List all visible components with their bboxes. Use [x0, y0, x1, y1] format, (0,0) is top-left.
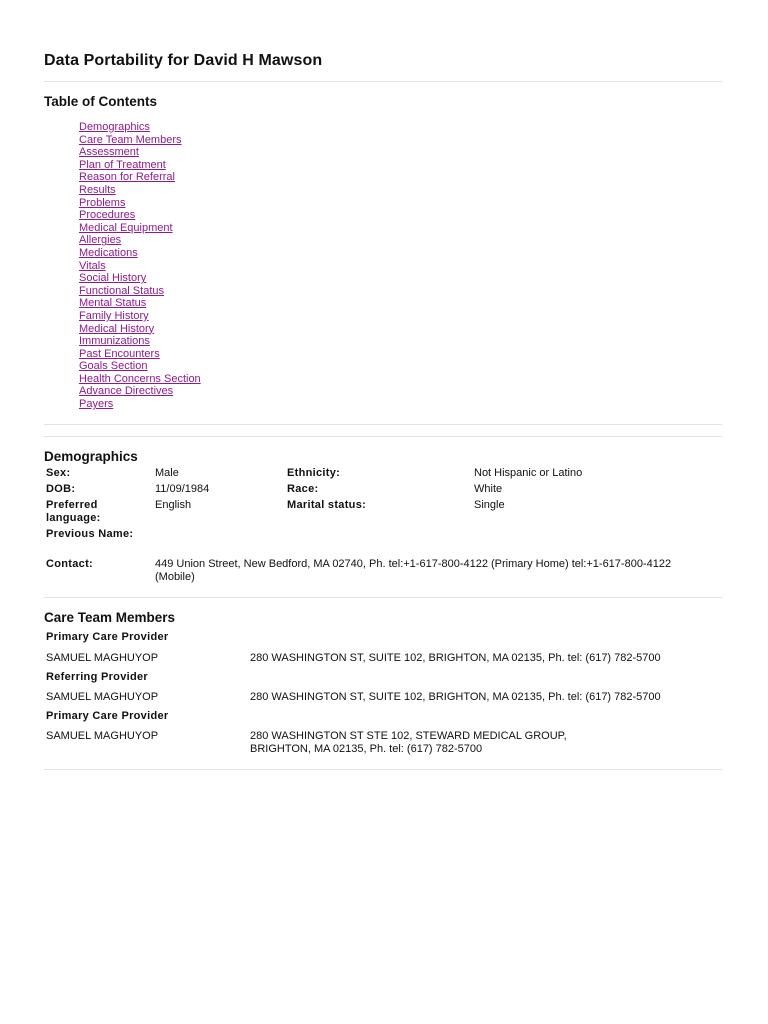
toc-item	[79, 373, 201, 386]
toc-item	[79, 247, 201, 260]
toc-item	[79, 134, 201, 147]
care-role-label: Referring Provider	[46, 671, 148, 683]
race-value: White	[474, 483, 503, 495]
toc-item	[79, 184, 201, 197]
ethnicity-label: Ethnicity:	[287, 467, 341, 479]
table-of-contents	[79, 121, 201, 411]
toc-link-reason-for-referral[interactable]: Reason for Referral	[79, 171, 175, 184]
contact-label: Contact:	[46, 558, 94, 570]
race-label: Race:	[287, 483, 319, 495]
toc-item	[79, 197, 201, 210]
divider	[44, 424, 722, 425]
divider	[44, 81, 722, 82]
care-team-heading: Care Team Members	[44, 610, 176, 625]
toc-heading: Table of Contents	[44, 94, 157, 109]
toc-link-family-history[interactable]: Family History	[79, 309, 149, 322]
sex-label: Sex:	[46, 467, 71, 479]
toc-link-advance-directives[interactable]: Advance Directives	[79, 385, 174, 398]
toc-item	[79, 310, 201, 323]
care-provider-name: SAMUEL MAGHUYOP	[46, 691, 159, 703]
toc-link-mental-status[interactable]: Mental Status	[79, 297, 147, 310]
toc-link-procedures[interactable]: Procedures	[79, 209, 136, 222]
toc-item	[79, 348, 201, 361]
toc-item	[79, 234, 201, 247]
care-provider-address	[250, 730, 567, 756]
toc-item	[79, 209, 201, 222]
care-provider-name: SAMUEL MAGHUYOP	[46, 730, 159, 742]
toc-item	[79, 222, 201, 235]
language-label	[46, 499, 101, 524]
toc-item	[79, 171, 201, 184]
toc-item	[79, 360, 201, 373]
toc-item	[79, 159, 201, 172]
contact-line2: (Mobile)	[155, 570, 195, 583]
toc-link-problems[interactable]: Problems	[79, 196, 126, 209]
toc-link-medical-equipment[interactable]: Medical Equipment	[79, 221, 173, 234]
dob-label: DOB:	[46, 483, 76, 495]
page-title: Data Portability for David H Mawson	[44, 52, 323, 69]
contact-line1: 449 Union Street, New Bedford, MA 02740, Ph. tel:+1-617-800-4122 (Primary Home) tel:+1-617-800-4122	[155, 558, 672, 570]
toc-item	[79, 121, 201, 134]
previous-name-label: Previous Name:	[46, 528, 134, 540]
toc-item	[79, 285, 201, 298]
divider	[44, 769, 722, 770]
care-role-label: Primary Care Provider	[46, 631, 169, 643]
care-address-line2: BRIGHTON, MA 02135, Ph. tel: (617) 782-5700	[250, 743, 483, 755]
toc-item	[79, 335, 201, 348]
toc-link-assessment[interactable]: Assessment	[79, 146, 139, 159]
language-label-line1: Preferred	[46, 499, 98, 511]
toc-item	[79, 146, 201, 159]
toc-item	[79, 385, 201, 398]
toc-item	[79, 260, 201, 273]
dob-value: 11/09/1984	[155, 483, 210, 495]
toc-link-health-concerns-section[interactable]: Health Concerns Section	[79, 372, 201, 385]
toc-link-goals-section[interactable]: Goals Section	[79, 360, 148, 373]
contact-value	[155, 558, 725, 583]
toc-item	[79, 323, 201, 336]
toc-link-results[interactable]: Results	[79, 183, 116, 196]
care-provider-name: SAMUEL MAGHUYOP	[46, 652, 159, 664]
toc-link-functional-status[interactable]: Functional Status	[79, 284, 164, 297]
toc-item	[79, 398, 201, 411]
language-value: English	[155, 499, 192, 511]
care-provider-address: 280 WASHINGTON ST, SUITE 102, BRIGHTON, MA 02135, Ph. tel: (617) 782-5700	[250, 691, 661, 703]
toc-item	[79, 297, 201, 310]
toc-link-medical-history[interactable]: Medical History	[79, 322, 155, 335]
toc-link-allergies[interactable]: Allergies	[79, 234, 122, 247]
care-provider-address: 280 WASHINGTON ST, SUITE 102, BRIGHTON, MA 02135, Ph. tel: (617) 782-5700	[250, 652, 661, 664]
demographics-heading: Demographics	[44, 449, 138, 464]
ethnicity-value: Not Hispanic or Latino	[474, 467, 583, 479]
toc-link-immunizations[interactable]: Immunizations	[79, 335, 150, 348]
care-role-label: Primary Care Provider	[46, 710, 169, 722]
divider	[44, 436, 722, 437]
toc-link-medications[interactable]: Medications	[79, 246, 138, 259]
sex-value: Male	[155, 467, 179, 479]
toc-link-vitals[interactable]: Vitals	[79, 259, 106, 272]
toc-link-payers[interactable]: Payers	[79, 398, 114, 411]
marital-status-value: Single	[474, 499, 505, 511]
toc-link-social-history[interactable]: Social History	[79, 272, 147, 285]
care-address-line1: 280 WASHINGTON ST STE 102, STEWARD MEDICAL GROUP,	[250, 730, 567, 742]
toc-link-demographics[interactable]: Demographics	[79, 121, 150, 133]
toc-item	[79, 272, 201, 285]
toc-link-past-encounters[interactable]: Past Encounters	[79, 347, 160, 360]
divider	[44, 597, 722, 598]
language-label-line2: language:	[46, 511, 101, 524]
toc-link-plan-of-treatment[interactable]: Plan of Treatment	[79, 158, 166, 171]
marital-status-label: Marital status:	[287, 499, 367, 511]
toc-link-care-team-members[interactable]: Care Team Members	[79, 133, 182, 146]
